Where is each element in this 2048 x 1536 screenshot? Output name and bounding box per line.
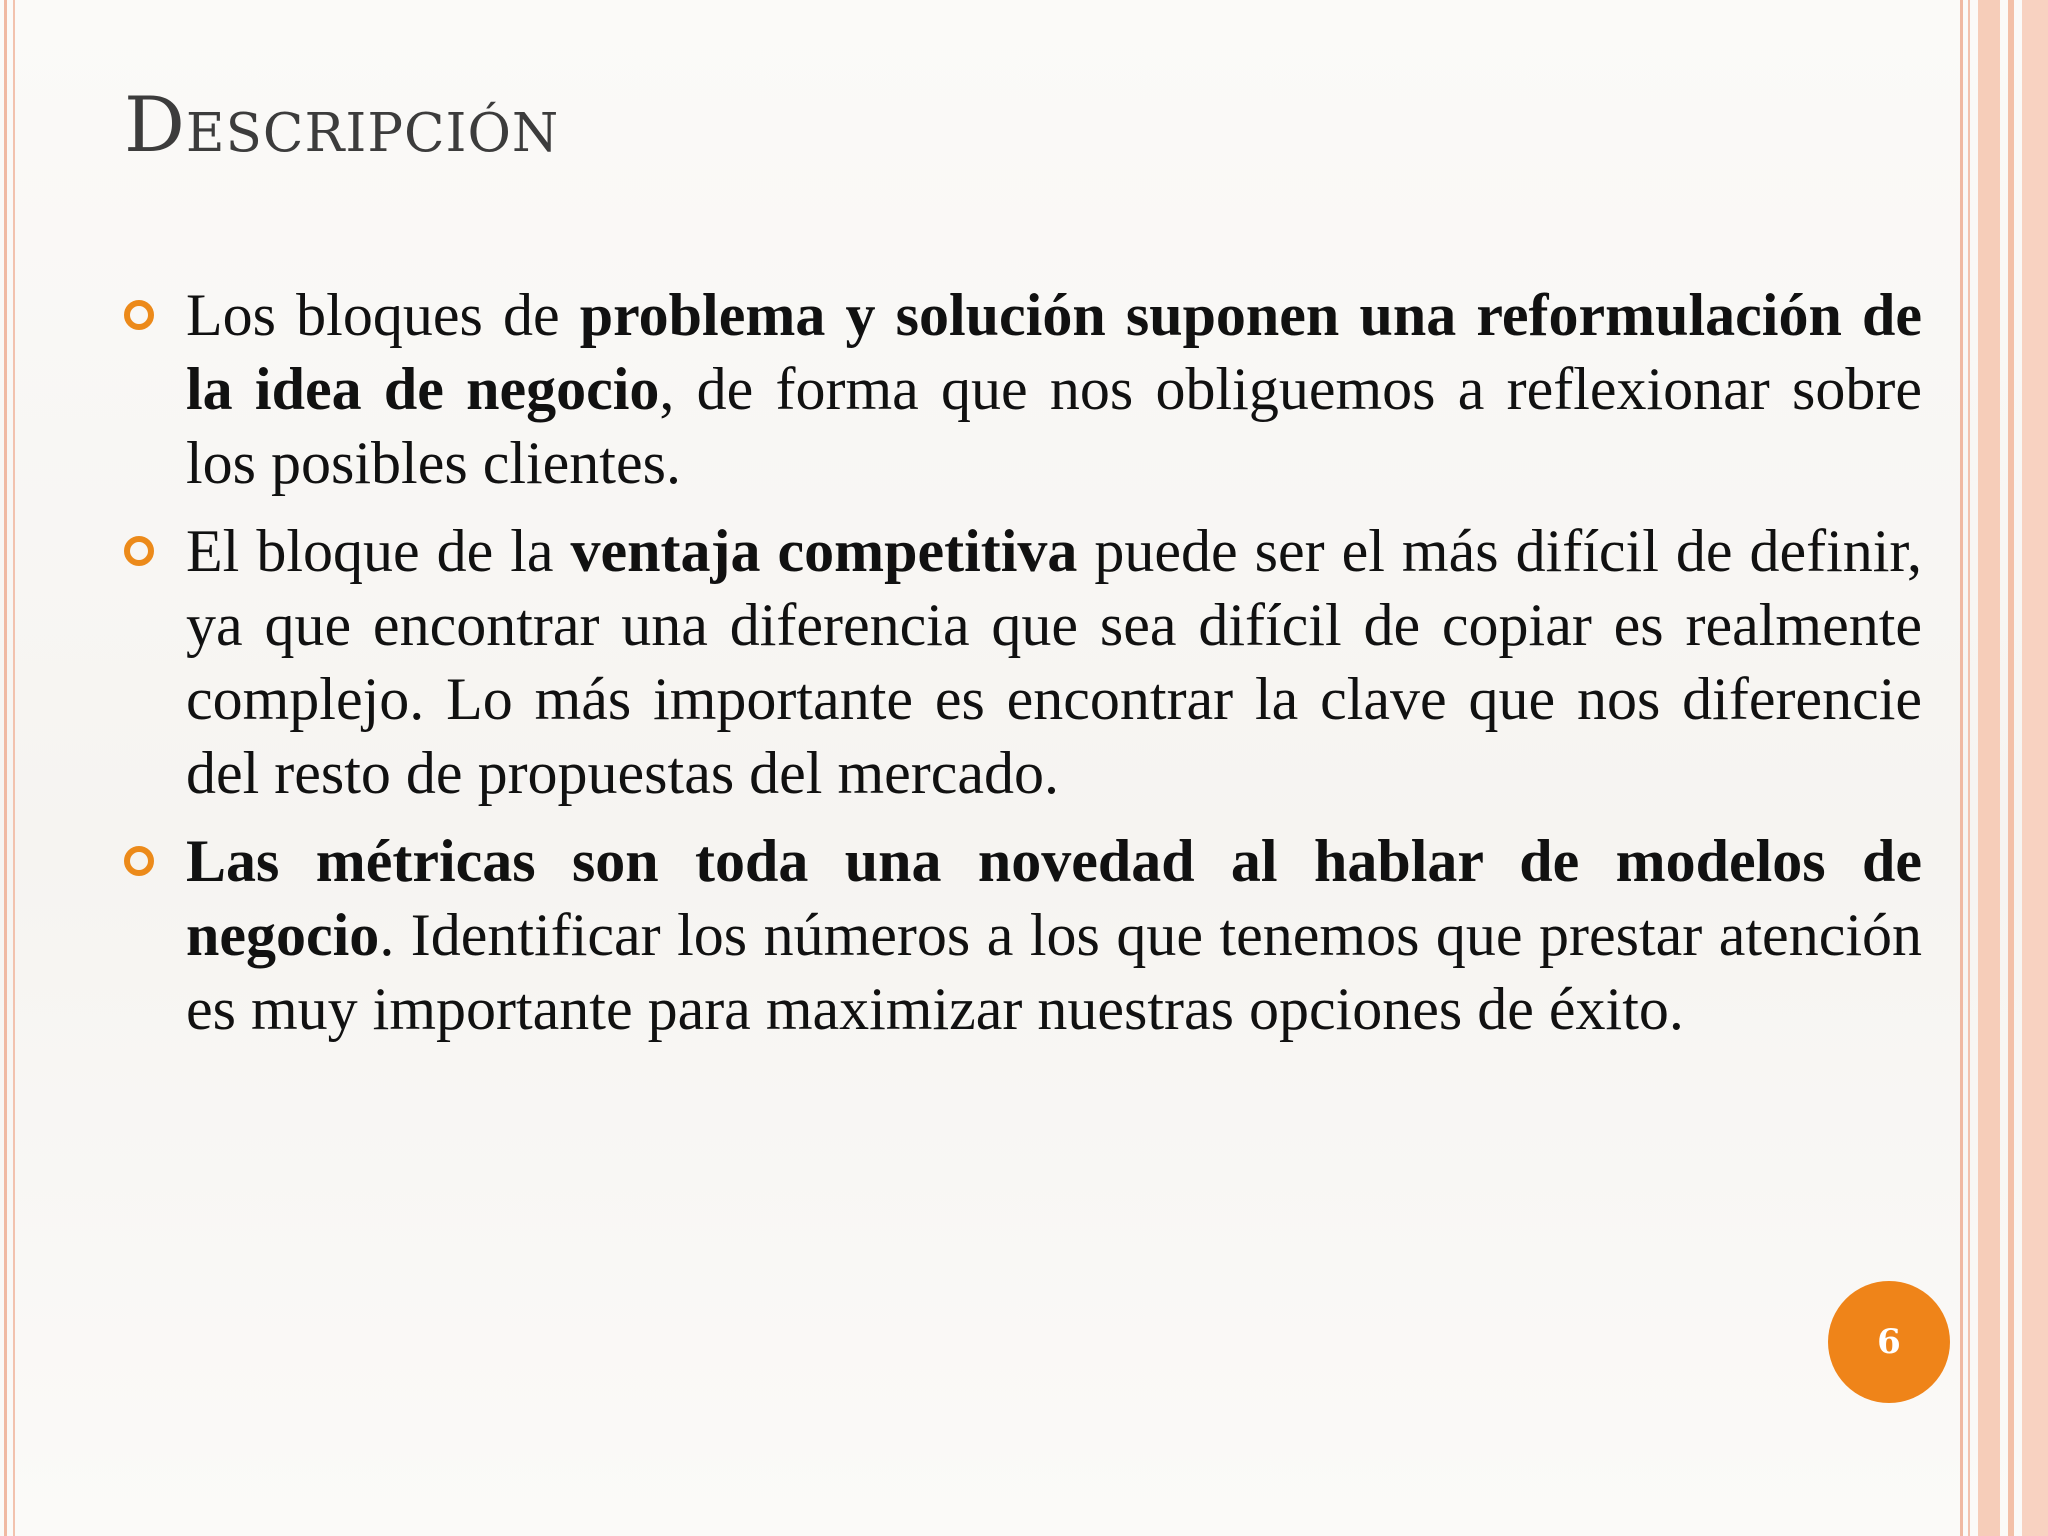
right-border-line xyxy=(1960,0,1963,1536)
hollow-circle-bullet-icon xyxy=(124,536,154,566)
bullet-text: . Identificar los números a los que tenemos que prestar atención es muy importante para maximizar nuestras opciones de éxito. xyxy=(186,902,1922,1042)
bullet-text: puede ser el más difícil de definir, ya que encontrar una diferencia que sea difícil de copiar es realmente complejo. Lo más importante es encontrar la clave que nos diferencie del resto de propuestas del mercado. xyxy=(186,518,1923,806)
left-border-line xyxy=(13,0,15,1536)
hollow-circle-bullet-icon xyxy=(124,846,154,876)
bullet-text: Los bloques de xyxy=(186,282,580,348)
slide-title: Descripción xyxy=(124,80,560,169)
bullet-text: El bloque de la xyxy=(186,518,571,584)
bullet-item xyxy=(124,514,1922,810)
bullet-text: , de forma que nos obliguemos a reflexionar sobre los posibles clientes. xyxy=(186,356,1922,496)
bullet-text-bold: ventaja competitiva xyxy=(570,518,1078,584)
bullet-text-bold: problema y solución suponen una reformulación de la idea de negocio xyxy=(186,282,1922,422)
right-border-line xyxy=(1968,0,1970,1536)
right-border-band xyxy=(1978,0,2000,1536)
bullet-list xyxy=(124,278,1924,1060)
bullet-text-bold: Las métricas son toda una novedad al hablar de modelos de negocio xyxy=(186,828,1922,968)
bullet-item xyxy=(124,824,1922,1046)
left-border-line xyxy=(4,0,7,1536)
page-number-badge: 6 xyxy=(1828,1281,1950,1403)
right-border-line xyxy=(2008,0,2014,1536)
hollow-circle-bullet-icon xyxy=(124,300,154,330)
bullet-item xyxy=(124,278,1922,500)
right-border-band xyxy=(2022,0,2048,1536)
